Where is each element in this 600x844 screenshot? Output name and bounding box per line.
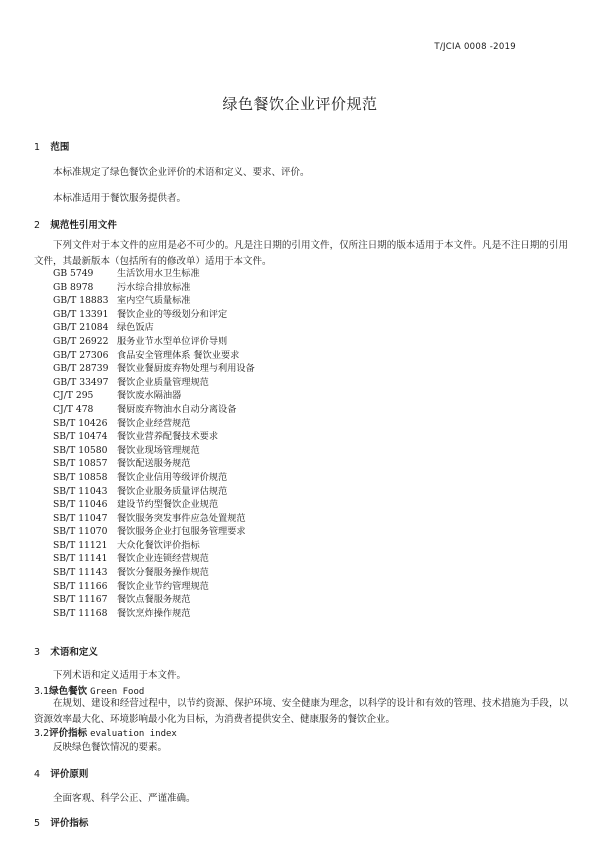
reference-name: 污水综合排放标准 <box>117 281 191 293</box>
reference-item <box>53 485 255 499</box>
section-2-heading <box>34 217 117 231</box>
reference-item <box>53 525 255 539</box>
reference-item <box>53 362 255 376</box>
reference-item <box>53 498 255 512</box>
reference-name: 餐饮企业经营规范 <box>117 417 191 429</box>
section-title: 规范性引用文件 <box>50 220 117 231</box>
reference-name: 餐饮服务突发事件应急处置规范 <box>117 512 246 524</box>
section-1-heading <box>34 139 69 153</box>
reference-code: GB 5749 <box>53 268 94 279</box>
term-3-2-definition: 反映绿色餐饮情况的要素。 <box>53 742 168 753</box>
reference-item <box>53 607 255 621</box>
page-title: 绿色餐饮企业评价规范 <box>222 95 378 113</box>
reference-code: GB/T 18883 <box>53 295 109 307</box>
reference-item <box>53 294 255 308</box>
term-english: evaluation index <box>90 729 177 739</box>
section-4-heading <box>34 766 88 780</box>
standard-code: T/JCIA 0008 -2019 <box>434 42 516 52</box>
reference-name: 餐饮企业质量管理规范 <box>117 376 209 388</box>
reference-name: 餐饮分餐服务操作规范 <box>117 567 209 579</box>
reference-code: GB/T 28739 <box>53 363 109 375</box>
reference-code: SB/T 11043 <box>53 485 108 497</box>
references-intro: 下列文件对于本文件的应用是必不可少的。凡是注日期的引用文件，仅所注日期的版本适用于本文件。凡是不注日期的引用文件，其最新版本（包括所有的修改单）适用于本文件。 <box>34 240 568 267</box>
term-number: 3.2 <box>34 728 50 739</box>
reference-code: CJ/T 478 <box>53 403 94 415</box>
reference-item <box>53 308 255 322</box>
reference-name: 生活饮用水卫生标准 <box>117 268 200 279</box>
reference-code: GB/T 33497 <box>53 376 109 388</box>
reference-code: SB/T 10858 <box>53 471 108 483</box>
section-number: 2 <box>34 220 41 231</box>
reference-name: 食品安全管理体系 餐饮业要求 <box>117 349 240 361</box>
scope-paragraph-2: 本标准适用于餐饮服务提供者。 <box>53 193 187 204</box>
reference-code: SB/T 11168 <box>53 607 108 619</box>
reference-item <box>53 403 255 417</box>
section-title: 评价指标 <box>50 818 89 829</box>
reference-item <box>53 566 255 580</box>
reference-item <box>53 281 255 295</box>
reference-code: GB/T 21084 <box>53 322 109 334</box>
term-label: 评价指标 <box>49 728 88 739</box>
reference-code: CJ/T 295 <box>53 390 94 402</box>
reference-item <box>53 349 255 363</box>
reference-item <box>53 335 255 349</box>
reference-name: 建设节约型餐饮企业规范 <box>117 499 219 511</box>
section-3-heading <box>34 644 98 658</box>
section-number: 5 <box>34 818 41 829</box>
reference-name: 服务业节水型单位评价导则 <box>117 335 228 347</box>
reference-name: 餐饮点餐服务规范 <box>117 594 191 606</box>
reference-code: SB/T 10474 <box>53 431 108 443</box>
reference-item <box>53 430 255 444</box>
term-english: Green Food <box>90 687 145 697</box>
term-label: 绿色餐饮 <box>49 686 88 697</box>
reference-code: SB/T 10580 <box>53 444 108 456</box>
reference-code: SB/T 11070 <box>53 526 108 538</box>
reference-item <box>53 593 255 607</box>
section-5-heading <box>34 815 88 829</box>
reference-code: SB/T 10857 <box>53 458 108 470</box>
reference-code: SB/T 11166 <box>53 580 108 592</box>
reference-name: 餐饮企业的等级划分和评定 <box>117 308 228 320</box>
principles-text: 全面客观、科学公正、严谨准确。 <box>53 793 196 804</box>
reference-name: 餐饮配送服务规范 <box>117 458 191 470</box>
reference-item <box>53 580 255 594</box>
reference-name: 室内空气质量标准 <box>117 295 191 307</box>
term-3-2 <box>34 725 177 739</box>
reference-item <box>53 457 255 471</box>
reference-name: 餐饮烹炸操作规范 <box>117 607 191 619</box>
terms-intro: 下列术语和定义适用于本文件。 <box>53 670 187 681</box>
reference-code: GB/T 13391 <box>53 308 109 320</box>
reference-item <box>53 471 255 485</box>
section-title: 术语和定义 <box>50 647 98 658</box>
term-3-1 <box>34 683 144 697</box>
reference-code: SB/T 11047 <box>53 512 108 524</box>
reference-item <box>53 321 255 335</box>
reference-code: SB/T 11046 <box>53 499 108 511</box>
scope-paragraph-1: 本标准规定了绿色餐饮企业评价的术语和定义、要求、评价。 <box>53 167 310 178</box>
reference-list <box>53 267 255 620</box>
reference-item <box>53 552 255 566</box>
section-number: 3 <box>34 647 41 658</box>
reference-name: 餐饮企业信用等级评价规范 <box>117 471 228 483</box>
section-number: 1 <box>34 142 41 153</box>
reference-name: 餐饮业现场管理规范 <box>117 444 200 456</box>
reference-item <box>53 539 255 553</box>
reference-name: 餐饮业餐厨废弃物处理与利用设备 <box>117 363 255 375</box>
reference-name: 餐饮企业连锁经营规范 <box>117 553 209 565</box>
reference-name: 绿色饭店 <box>117 322 154 334</box>
section-title: 范围 <box>50 142 70 153</box>
reference-code: GB/T 27306 <box>53 349 109 361</box>
reference-code: SB/T 10426 <box>53 417 108 429</box>
section-title: 评价原则 <box>50 769 89 780</box>
reference-item <box>53 417 255 431</box>
reference-code: GB/T 26922 <box>53 335 109 347</box>
reference-name: 餐饮业营养配餐技术要求 <box>117 431 219 443</box>
reference-item <box>53 444 255 458</box>
reference-name: 餐厨废弃物油水自动分离设备 <box>117 403 237 415</box>
reference-item <box>53 376 255 390</box>
reference-code: SB/T 11121 <box>53 539 108 551</box>
reference-code: GB 8978 <box>53 281 94 293</box>
reference-item <box>53 267 255 281</box>
term-3-1-definition: 在规划、建设和经营过程中，以节约资源、保护环境、安全健康为理念，以科学的设计和有效的管理、技术措施为手段，以资源效率最大化、环境影响最小化为目标，为消费者提供安全、健康服务的餐饮企业。 <box>34 698 568 725</box>
reference-item <box>53 389 255 403</box>
reference-item <box>53 512 255 526</box>
section-number: 4 <box>34 769 41 780</box>
reference-name: 餐饮废水隔油器 <box>117 390 182 402</box>
reference-name: 餐饮服务企业打包服务管理要求 <box>117 526 246 538</box>
reference-name: 餐饮企业节约管理规范 <box>117 580 209 592</box>
reference-code: SB/T 11167 <box>53 594 108 606</box>
reference-code: SB/T 11143 <box>53 567 108 579</box>
term-number: 3.1 <box>34 686 50 697</box>
reference-code: SB/T 11141 <box>53 553 108 565</box>
reference-name: 餐饮企业服务质量评估规范 <box>117 485 228 497</box>
reference-name: 大众化餐饮评价指标 <box>117 539 200 551</box>
